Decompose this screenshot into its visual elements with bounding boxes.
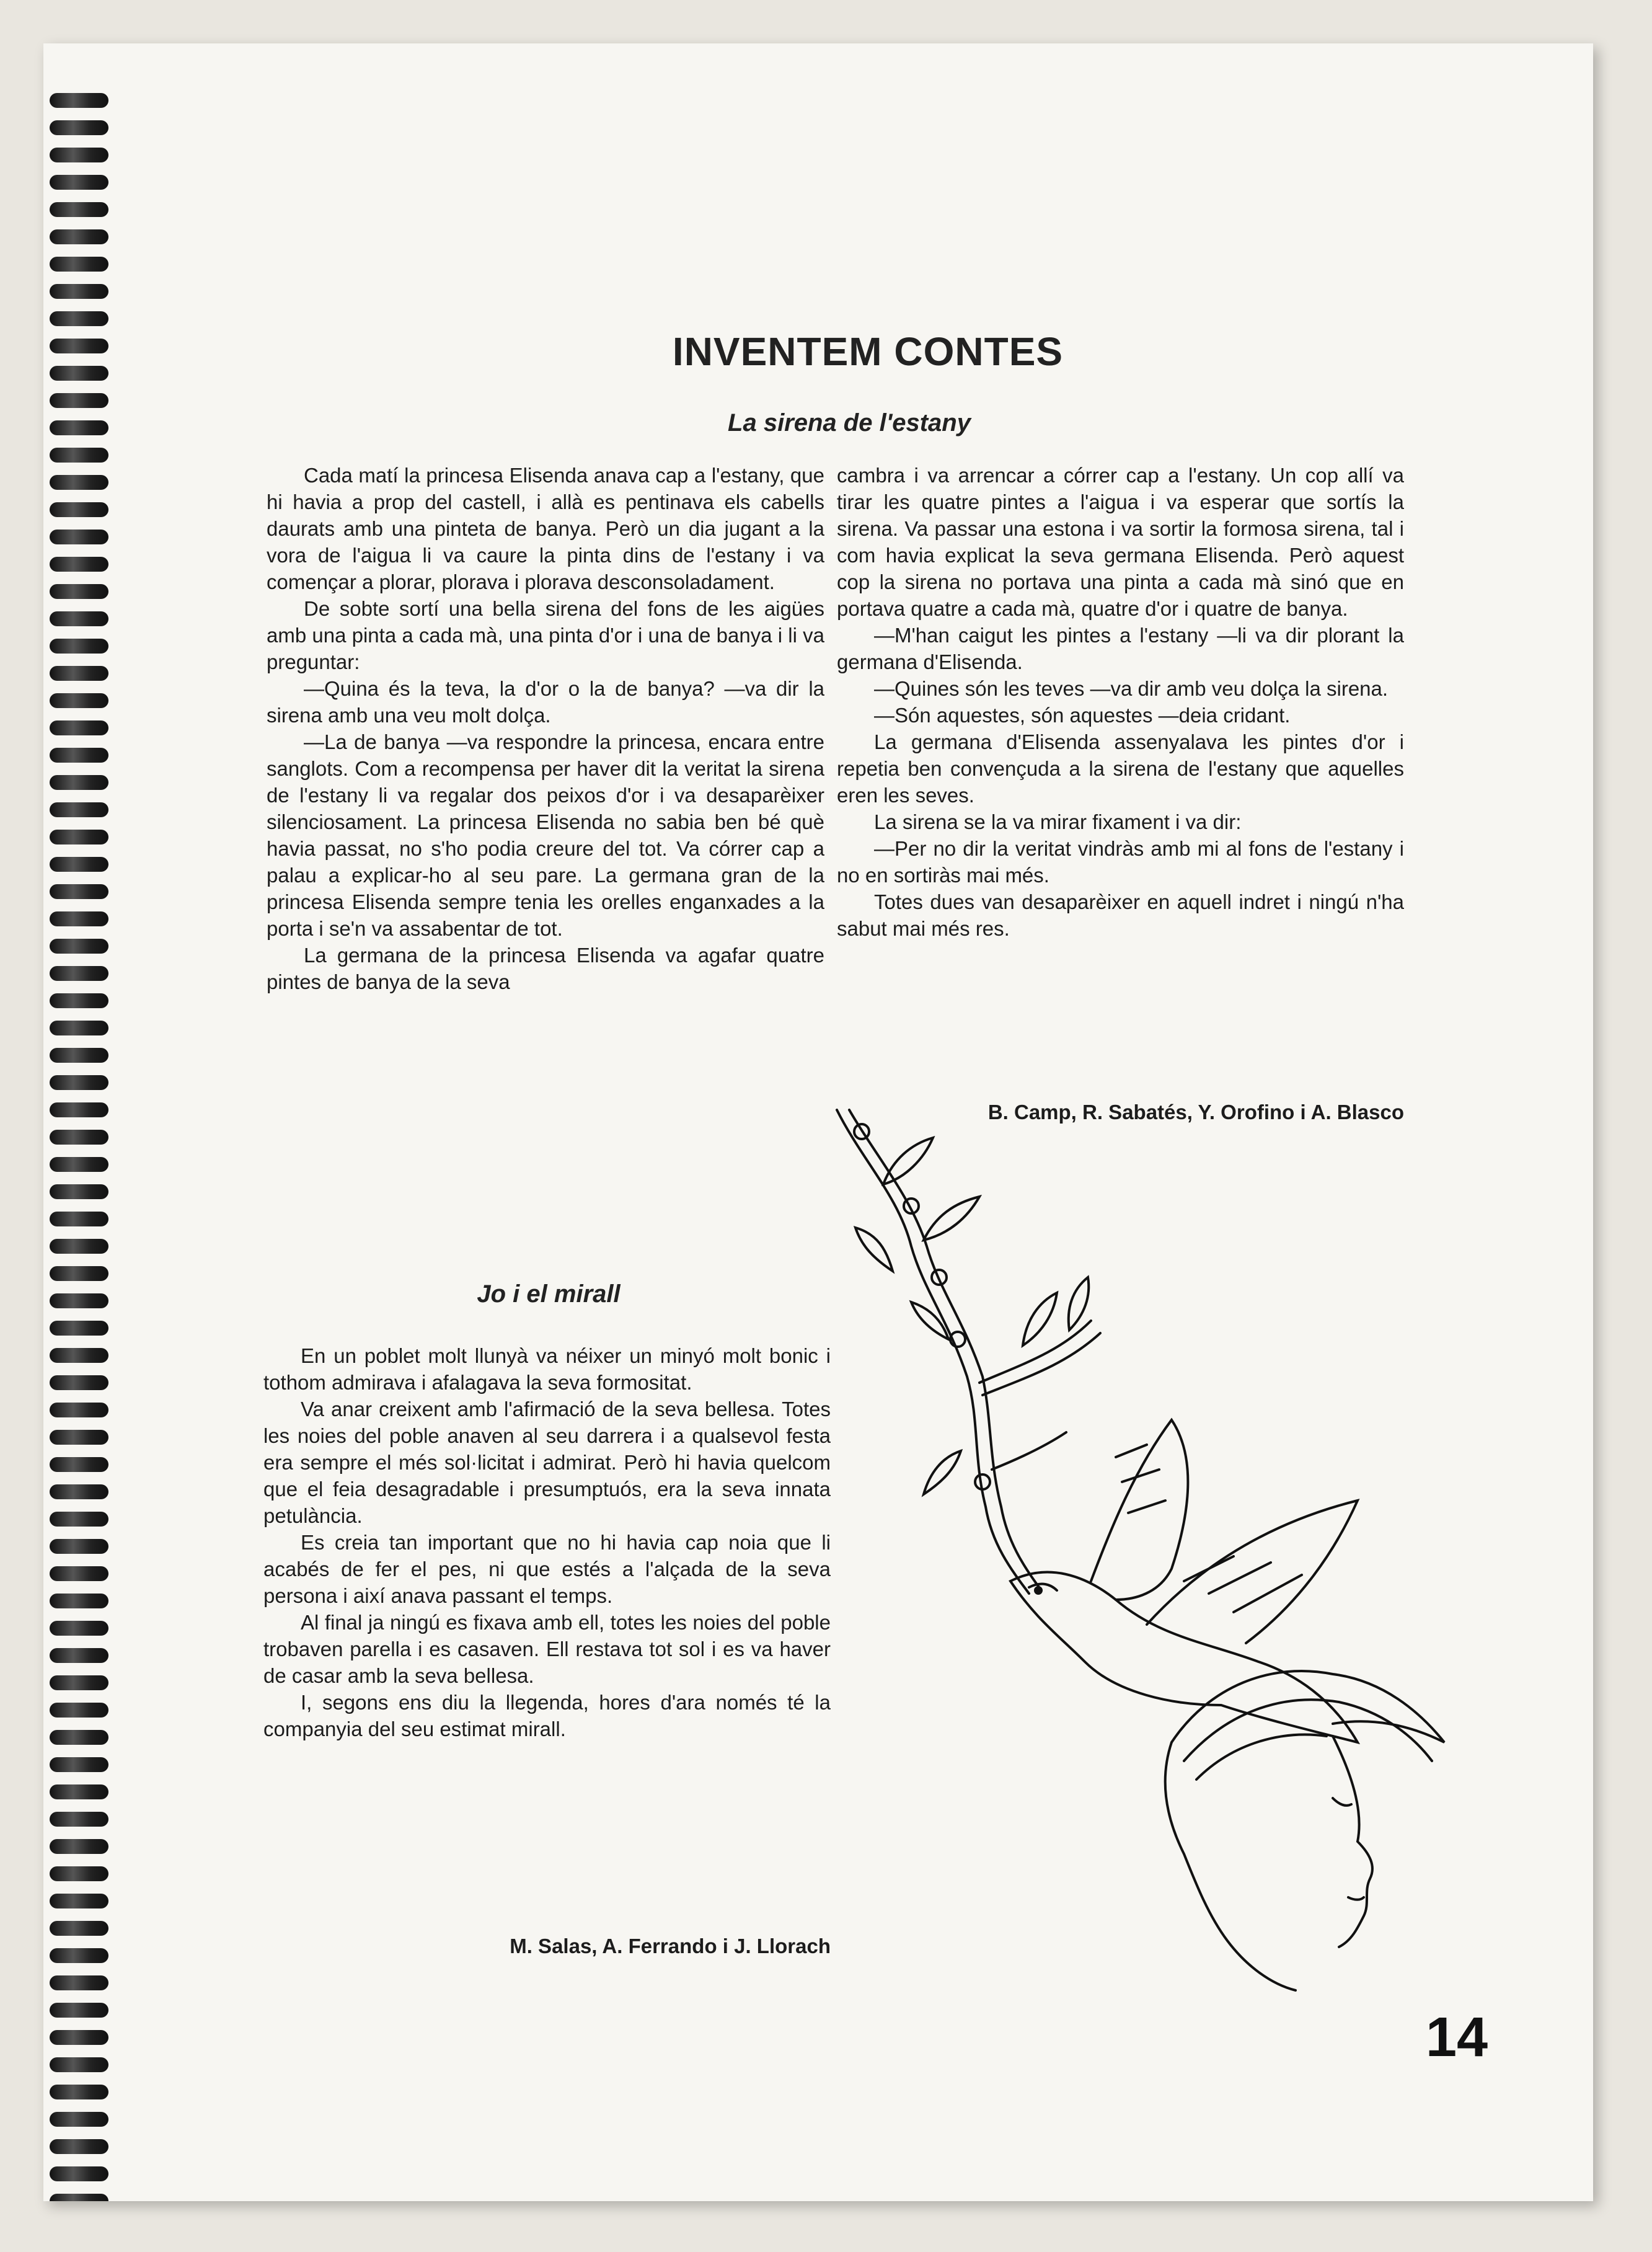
spiral-coil bbox=[50, 2194, 108, 2201]
spiral-coil bbox=[50, 1048, 108, 1063]
spiral-coil bbox=[50, 2139, 108, 2154]
spiral-coil bbox=[50, 584, 108, 599]
spiral-coil bbox=[50, 229, 108, 244]
spiral-coil bbox=[50, 2112, 108, 2127]
spiral-coil bbox=[50, 966, 108, 981]
paragraph: Totes dues van desaparèixer en aquell indret i ningú n'ha sabut mai més res. bbox=[837, 890, 1404, 940]
spiral-coil bbox=[50, 2003, 108, 2018]
spiral-coil bbox=[50, 1293, 108, 1308]
spiral-coil bbox=[50, 1375, 108, 1390]
paragraph: En un poblet molt llunyà va néixer un minyó molt bonic i tothom admirava i afalagava la seva formositat. bbox=[263, 1344, 831, 1394]
spiral-coil bbox=[50, 857, 108, 872]
spiral-coil bbox=[50, 884, 108, 899]
spiral-coil bbox=[50, 1784, 108, 1799]
spiral-coil bbox=[50, 1594, 108, 1608]
spiral-coil bbox=[50, 1703, 108, 1718]
page-title: INVENTEM CONTES bbox=[672, 329, 1064, 374]
spiral-coil bbox=[50, 1566, 108, 1581]
spiral-coil bbox=[50, 911, 108, 926]
spiral-coil bbox=[50, 1102, 108, 1117]
paragraph: Cada matí la princesa Elisenda anava cap a l'estany, que hi havia a prop del castell, i allà es pentinava els cabells daurats amb una pinteta de banya. Però un dia jugant a la vora de l'aigua li va caure la pinta dins de l'estany i va començar a plorar, plorava i plorava desconsoladament. bbox=[267, 464, 824, 593]
story2-title: Jo i el mirall bbox=[477, 1280, 621, 1308]
spiral-coil bbox=[50, 1894, 108, 1908]
paragraph: De sobte sortí una bella sirena del fons de les aigües amb una pinta a cada mà, una pinta d'or i una de banya i li va preguntar: bbox=[267, 597, 824, 673]
spiral-coil bbox=[50, 666, 108, 681]
spiral-coil bbox=[50, 1130, 108, 1145]
spiral-coil bbox=[50, 693, 108, 708]
dove-branch-face-illustration bbox=[824, 1085, 1494, 2052]
paragraph: —Quines són les teves —va dir amb veu dolça la sirena. bbox=[874, 677, 1389, 700]
spiral-coil bbox=[50, 2166, 108, 2181]
spiral-coil bbox=[50, 1484, 108, 1499]
spiral-coil bbox=[50, 1539, 108, 1554]
spiral-coil bbox=[50, 1975, 108, 1990]
paragraph: —Són aquestes, són aquestes —deia cridant. bbox=[874, 704, 1291, 727]
spiral-coil bbox=[50, 1812, 108, 1827]
spiral-coil bbox=[50, 148, 108, 162]
spiral-coil bbox=[50, 1512, 108, 1527]
spiral-coil bbox=[50, 1157, 108, 1172]
story1-authors: B. Camp, R. Sabatés, Y. Orofino i A. Blasco bbox=[987, 1101, 1404, 1124]
spiral-coil bbox=[50, 939, 108, 954]
spiral-coil bbox=[50, 175, 108, 190]
spiral-coil bbox=[50, 802, 108, 817]
spiral-coil bbox=[50, 202, 108, 217]
story1-column2 bbox=[837, 462, 1404, 942]
spiral-coil bbox=[50, 1839, 108, 1854]
spiral-coil bbox=[50, 2085, 108, 2099]
spiral-coil bbox=[50, 420, 108, 435]
paragraph: I, segons ens diu la llegenda, hores d'ara només té la companyia del seu estimat mirall. bbox=[263, 1691, 831, 1740]
paragraph: —Quina és la teva, la d'or o la de banya? —va dir la sirena amb una veu molt dolça. bbox=[267, 677, 824, 727]
story2-column bbox=[263, 1342, 831, 1742]
spiral-coil bbox=[50, 1021, 108, 1035]
spiral-coil bbox=[50, 475, 108, 490]
paragraph: —Per no dir la veritat vindràs amb mi al fons de l'estany i no en sortiràs mai més. bbox=[837, 837, 1404, 887]
spiral-coil bbox=[50, 1457, 108, 1472]
spiral-coil bbox=[50, 1921, 108, 1936]
spiral-coil bbox=[50, 93, 108, 108]
spiral-coil bbox=[50, 993, 108, 1008]
spiral-coil bbox=[50, 611, 108, 626]
spiral-binding bbox=[43, 93, 112, 2201]
spiral-coil bbox=[50, 393, 108, 408]
spiral-coil bbox=[50, 448, 108, 463]
spiral-coil bbox=[50, 1212, 108, 1226]
spiral-coil bbox=[50, 339, 108, 353]
paragraph: La germana de la princesa Elisenda va agafar quatre pintes de banya de la seva bbox=[267, 944, 824, 993]
spiral-coil bbox=[50, 1075, 108, 1090]
paragraph: La sirena se la va mirar fixament i va dir: bbox=[874, 810, 1242, 833]
spiral-coil bbox=[50, 775, 108, 790]
story1-title: La sirena de l'estany bbox=[728, 409, 971, 437]
spiral-coil bbox=[50, 1675, 108, 1690]
spiral-coil bbox=[50, 530, 108, 544]
spiral-coil bbox=[50, 1266, 108, 1281]
branch-drawing bbox=[837, 1110, 1029, 1594]
page-number: 14 bbox=[1426, 2006, 1488, 2068]
spiral-coil bbox=[50, 639, 108, 654]
paragraph: cambra i va arrencar a córrer cap a l'estany. Un cop allí va tirar les quatre pintes a l'aigua i va esperar que sortís la sirena. Va passar una estona i va sortir la formosa sirena, tal i com havia explicat la seva germana Elisenda. Però aquest cop la sirena no portava una pinta a cada mà sinó que en portava quatre a cada mà, quatre d'or i quatre de banya. bbox=[837, 464, 1404, 620]
spiral-coil bbox=[50, 557, 108, 572]
spiral-coil bbox=[50, 1948, 108, 1963]
spiral-coil bbox=[50, 720, 108, 735]
spiral-coil bbox=[50, 1348, 108, 1363]
spiral-coil bbox=[50, 366, 108, 381]
spiral-coil bbox=[50, 257, 108, 272]
spiral-coil bbox=[50, 502, 108, 517]
paragraph: Al final ja ningú es fixava amb ell, totes les noies del poble trobaven parella i es casaven. Ell restava tot sol i es va haver de casar amb la seva bellesa. bbox=[263, 1611, 831, 1687]
spiral-coil bbox=[50, 1430, 108, 1445]
spiral-coil bbox=[50, 2030, 108, 2045]
paragraph: Es creia tan important que no hi havia cap noia que li acabés de fer el pes, ni que estés a l'alçada de la seva persona i així anava passant el temps. bbox=[263, 1531, 831, 1607]
spiral-coil bbox=[50, 1648, 108, 1663]
spiral-coil bbox=[50, 830, 108, 844]
paragraph: Va anar creixent amb l'afirmació de la seva bellesa. Totes les noies del poble anaven al seu darrera i a qualsevol festa era sempre el més sol·licitat i admirat. Però hi havia quelcom que el feia desagradable i presumptuós, era la seva innata petulància. bbox=[263, 1398, 831, 1527]
story2-authors: M. Salas, A. Ferrando i J. Llorach bbox=[510, 1935, 831, 1957]
paragraph: La germana d'Elisenda assenyalava les pintes d'or i repetia ben convençuda a la sirena de l'estany que aquelles eren les seves. bbox=[837, 730, 1404, 807]
spiral-coil bbox=[50, 311, 108, 326]
spiral-coil bbox=[50, 2057, 108, 2072]
spiral-coil bbox=[50, 1321, 108, 1336]
spiral-coil bbox=[50, 120, 108, 135]
spiral-coil bbox=[50, 748, 108, 763]
spiral-coil bbox=[50, 1239, 108, 1254]
spiral-coil bbox=[50, 1866, 108, 1881]
story1-column1 bbox=[267, 462, 824, 995]
spiral-coil bbox=[50, 1730, 108, 1745]
spiral-coil bbox=[50, 1184, 108, 1199]
notebook-page bbox=[43, 43, 1593, 2201]
spiral-coil bbox=[50, 1621, 108, 1636]
spiral-coil bbox=[50, 1757, 108, 1772]
paragraph: —La de banya —va respondre la princesa, encara entre sanglots. Com a recompensa per haver dit la veritat la sirena de l'estany li va regalar dos peixos d'or i va desaparèixer silenciosament. La princesa Elisenda no sabia ben bé què havia passat, no s'ho podia creure del tot. Va córrer cap a palau a explicar-ho al seu pare. La germana gran de la princesa Elisenda sempre tenia les orelles enganxades a la porta i se'n va assabentar de tot. bbox=[267, 730, 824, 940]
dove-drawing bbox=[1010, 1572, 1358, 1742]
spiral-coil bbox=[50, 284, 108, 299]
paragraph: —M'han caigut les pintes a l'estany —li va dir plorant la germana d'Elisenda. bbox=[837, 624, 1404, 673]
spiral-coil bbox=[50, 1403, 108, 1417]
